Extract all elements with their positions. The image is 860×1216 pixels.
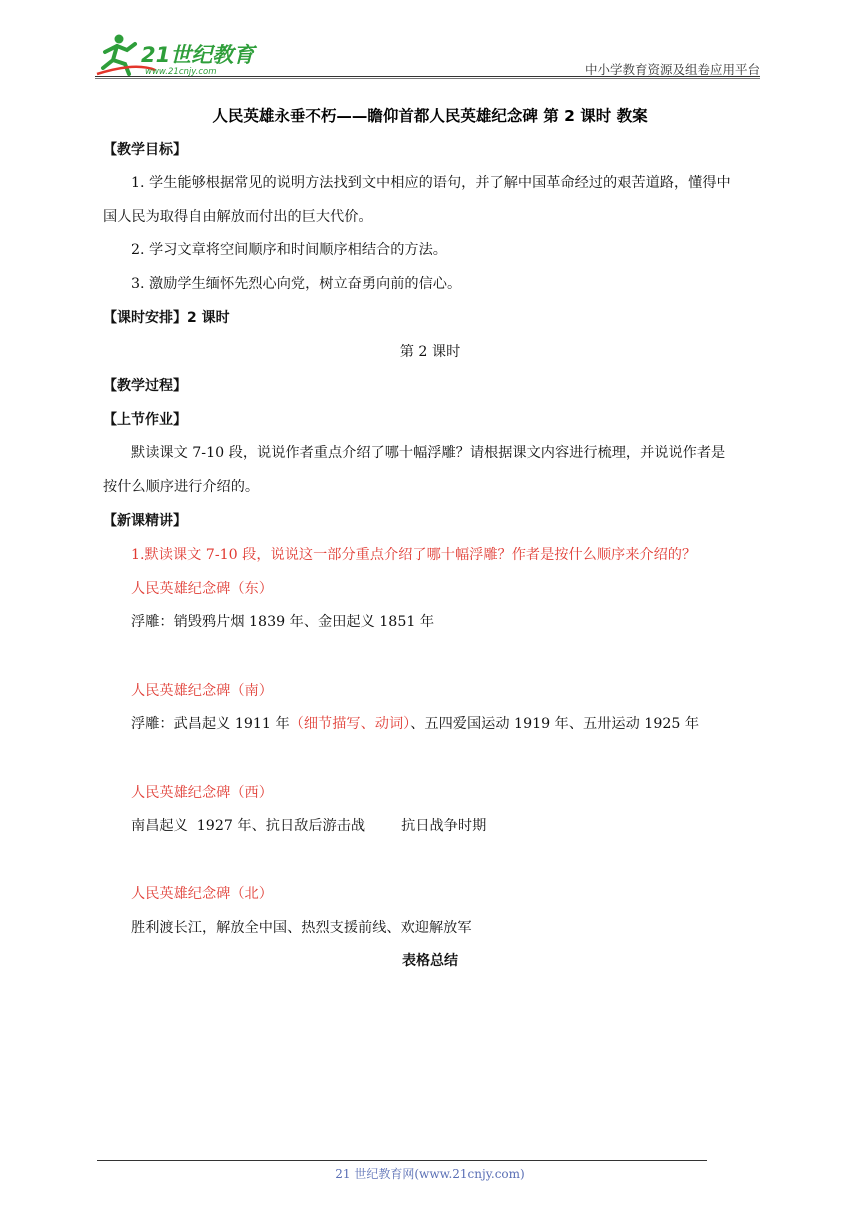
header-divider-secondary: [95, 78, 760, 79]
south-text-a: 浮雕：武昌起义 1911 年: [131, 716, 290, 732]
page-title: 人民英雄永垂不朽——瞻仰首都人民英雄纪念碑 第 2 课时 教案: [212, 107, 648, 125]
homework-line-2: 按什么顺序进行介绍的。: [103, 479, 260, 495]
new-lesson-heading: 【新课精讲】: [103, 513, 187, 529]
homework-line-1: 默读课文 7-10 段，说说作者重点介绍了哪十幅浮雕？请根据课文内容进行梳理，并说说作者是: [131, 445, 726, 461]
objective-1-line-2: 国人民为取得自由解放而付出的巨大代价。: [103, 209, 373, 225]
south-text-note: （细节描写、动词）: [289, 716, 411, 732]
logo: [95, 32, 260, 78]
footer-divider: [97, 1160, 707, 1161]
lesson-question: 1.默读课文 7-10 段，说说这一部分重点介绍了哪十幅浮雕？作者是按什么顺序来介绍的？: [131, 547, 697, 563]
north-text: 胜利渡长江，解放全中国、热烈支援前线、欢迎解放军: [131, 920, 472, 936]
logo-text: 21世纪教育: [141, 43, 255, 67]
homework-heading: 【上节作业】: [103, 412, 187, 428]
header-tagline: 中小学教育资源及组卷应用平台: [584, 62, 760, 77]
lesson-label: 第 2 课时: [399, 344, 461, 360]
schedule-heading: 【课时安排】2 课时: [103, 310, 230, 326]
south-text-b: 、五四爱国运动 1919 年、五卅运动 1925 年: [410, 716, 700, 732]
footer-text[interactable]: 21 世纪教育网(www.21cnjy.com): [335, 1167, 525, 1181]
north-label: 人民英雄纪念碑（北）: [131, 886, 273, 902]
summary-label: 表格总结: [402, 953, 458, 969]
east-text: 浮雕：销毁鸦片烟 1839 年、金田起义 1851 年: [131, 614, 435, 630]
south-label: 人民英雄纪念碑（南）: [131, 683, 273, 699]
objective-1-line-1: 1. 学生能够根据常见的说明方法找到文中相应的语句，并了解中国革命经过的艰苦道路，懂得中: [131, 175, 731, 191]
logo-url: www.21cnjy.com: [145, 67, 217, 77]
west-text: 南昌起义 1927 年、抗日敌后游击战 抗日战争时期: [131, 818, 487, 834]
process-heading: 【教学过程】: [103, 378, 187, 394]
objective-2: 2. 学习文章将空间顺序和时间顺序相结合的方法。: [131, 242, 447, 258]
west-label: 人民英雄纪念碑（西）: [131, 785, 273, 801]
objectives-heading: 【教学目标】: [103, 142, 187, 158]
objective-3: 3. 激励学生缅怀先烈心向党，树立奋勇向前的信心。: [131, 276, 462, 292]
header-divider: [95, 76, 760, 77]
east-label: 人民英雄纪念碑（东）: [131, 581, 273, 597]
south-text: [131, 714, 699, 734]
